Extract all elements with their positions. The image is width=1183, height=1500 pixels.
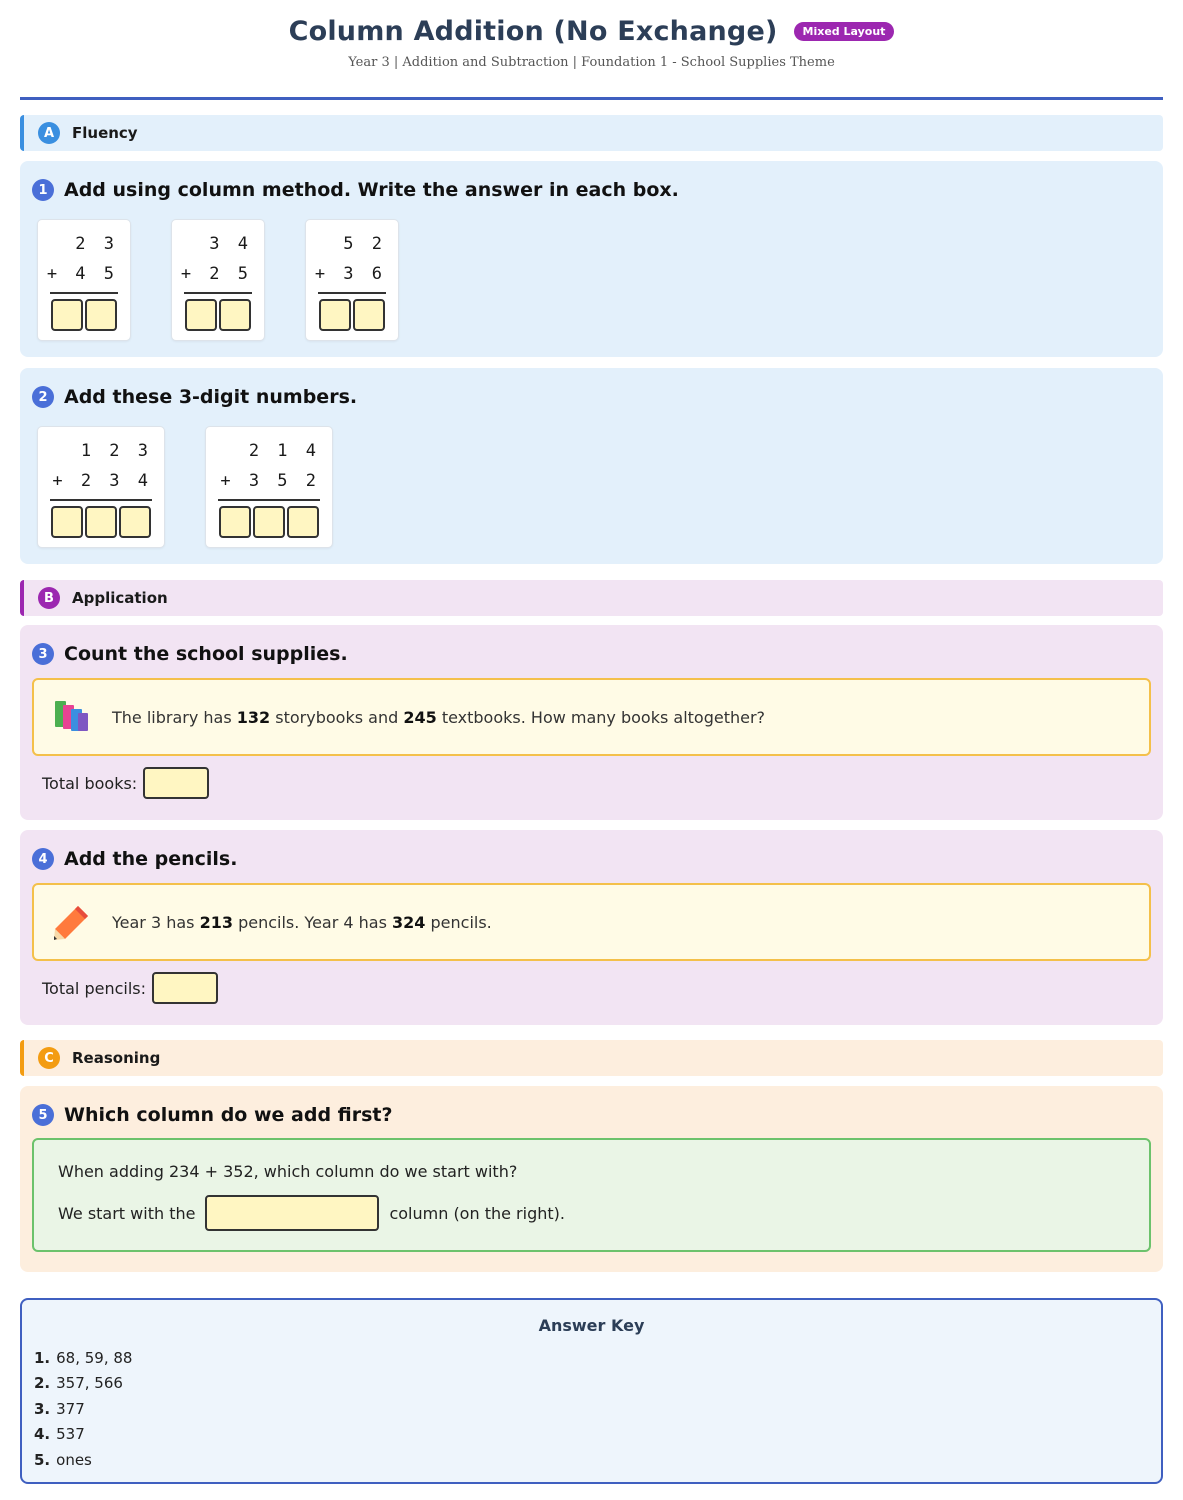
problem-text: The library has 132 storybooks and 245 textbooks. How many books altogether?	[112, 707, 766, 727]
sum-bottom-number: + 3 6	[314, 264, 386, 284]
section-label: Application	[72, 589, 168, 607]
answer-digit-box[interactable]	[51, 299, 83, 331]
column-sum	[37, 219, 131, 341]
answer-boxes	[51, 506, 151, 538]
problem-text: Year 3 has 213 pencils. Year 4 has 324 pencils.	[112, 912, 492, 932]
answer-digit-box[interactable]	[319, 299, 351, 331]
sum-top-number: 1 2 3	[80, 441, 152, 461]
pencil-icon	[50, 900, 94, 944]
answer-digit-box[interactable]	[185, 299, 217, 331]
question-number-badge: 2	[32, 386, 54, 408]
sum-bottom-number: + 4 5	[46, 264, 118, 284]
answer-digit-box[interactable]	[85, 299, 117, 331]
total-label: Total pencils:	[42, 978, 147, 998]
word-problem-box	[32, 883, 1151, 961]
sum-rule	[184, 292, 252, 294]
question-number-badge: 5	[32, 1104, 54, 1126]
reasoning-text-before: We start with the	[58, 1203, 196, 1223]
section-label: Fluency	[72, 124, 138, 142]
answer-key-item: 1. 68, 59, 88	[34, 1348, 133, 1367]
question-number-badge: 3	[32, 643, 54, 665]
answer-key-list	[22, 1345, 1161, 1473]
answer-key-item: 2. 357, 566	[34, 1374, 123, 1393]
reasoning-text-after: column (on the right).	[389, 1203, 565, 1223]
question-3-card	[20, 625, 1163, 820]
answer-key-title: Answer Key	[538, 1316, 645, 1335]
question-1-card	[20, 161, 1163, 357]
section-letter-badge: C	[38, 1047, 60, 1069]
question-4-card	[20, 830, 1163, 1025]
section-letter-badge: B	[38, 587, 60, 609]
sum-top-number: 2 1 4	[248, 441, 320, 461]
answer-key-item: 3. 377	[34, 1399, 85, 1418]
question-5-title	[32, 1104, 393, 1126]
question-text: Which column do we add first?	[64, 1104, 393, 1126]
question-text: Add these 3-digit numbers.	[64, 386, 358, 408]
section-fluency-header	[20, 115, 1163, 151]
section-label: Reasoning	[72, 1049, 161, 1067]
answer-digit-box[interactable]	[119, 506, 151, 538]
sum-rule	[50, 499, 152, 501]
question-2-title	[32, 386, 357, 408]
answer-digit-box[interactable]	[51, 506, 83, 538]
answer-boxes	[219, 506, 319, 538]
answer-digit-box[interactable]	[85, 506, 117, 538]
sum-top-number: 2 3	[75, 234, 118, 254]
question-3-title	[32, 643, 348, 665]
answer-digit-box[interactable]	[219, 506, 251, 538]
column-sum	[305, 219, 399, 341]
reasoning-prompt: When adding 234 + 352, which column do we start with?	[58, 1162, 518, 1181]
total-pencils-input[interactable]	[152, 972, 218, 1004]
total-pencils-row	[42, 972, 218, 1004]
answer-boxes	[319, 299, 385, 331]
total-books-input[interactable]	[143, 767, 209, 799]
answer-digit-box[interactable]	[353, 299, 385, 331]
question-2-card	[20, 368, 1163, 564]
answer-key-item: 5. ones	[34, 1450, 92, 1469]
question-text: Add the pencils.	[64, 848, 238, 870]
question-number-badge: 1	[32, 179, 54, 201]
answer-digit-box[interactable]	[253, 506, 285, 538]
page-header	[0, 0, 1183, 98]
sum-top-number: 3 4	[209, 234, 252, 254]
sum-rule	[50, 292, 118, 294]
answer-digit-box[interactable]	[287, 506, 319, 538]
total-books-row	[42, 767, 209, 799]
question-5-card	[20, 1086, 1163, 1272]
word-problem-box	[32, 678, 1151, 756]
answer-key	[20, 1298, 1163, 1484]
page-title: Column Addition (No Exchange)	[288, 16, 778, 47]
question-text: Add using column method. Write the answer in each box.	[64, 179, 679, 201]
answer-boxes	[51, 299, 117, 331]
column-sum	[205, 426, 333, 548]
answer-digit-box[interactable]	[219, 299, 251, 331]
section-letter-badge: A	[38, 122, 60, 144]
books-icon	[50, 695, 94, 739]
total-label: Total books:	[42, 773, 138, 793]
sum-top-number: 5 2	[343, 234, 386, 254]
question-4-title	[32, 848, 237, 870]
answer-boxes	[185, 299, 251, 331]
reasoning-box	[32, 1138, 1151, 1252]
layout-badge: Mixed Layout	[794, 22, 895, 41]
question-text: Count the school supplies.	[64, 643, 348, 665]
column-sum	[37, 426, 165, 548]
column-sum	[171, 219, 265, 341]
section-application-header	[20, 580, 1163, 616]
page-subtitle: Year 3 | Addition and Subtraction | Foundation 1 - School Supplies Theme	[348, 55, 835, 70]
sum-rule	[318, 292, 386, 294]
sum-bottom-number: + 2 5	[180, 264, 252, 284]
question-number-badge: 4	[32, 848, 54, 870]
sum-bottom-number: + 3 5 2	[220, 471, 320, 491]
header-divider	[20, 97, 1163, 100]
answer-key-item: 4. 537	[34, 1425, 85, 1444]
reasoning-answer-row	[58, 1195, 1149, 1231]
sum-bottom-number: + 2 3 4	[52, 471, 152, 491]
sum-rule	[218, 499, 320, 501]
question-1-title	[32, 179, 679, 201]
column-answer-input[interactable]	[205, 1195, 379, 1231]
section-reasoning-header	[20, 1040, 1163, 1076]
